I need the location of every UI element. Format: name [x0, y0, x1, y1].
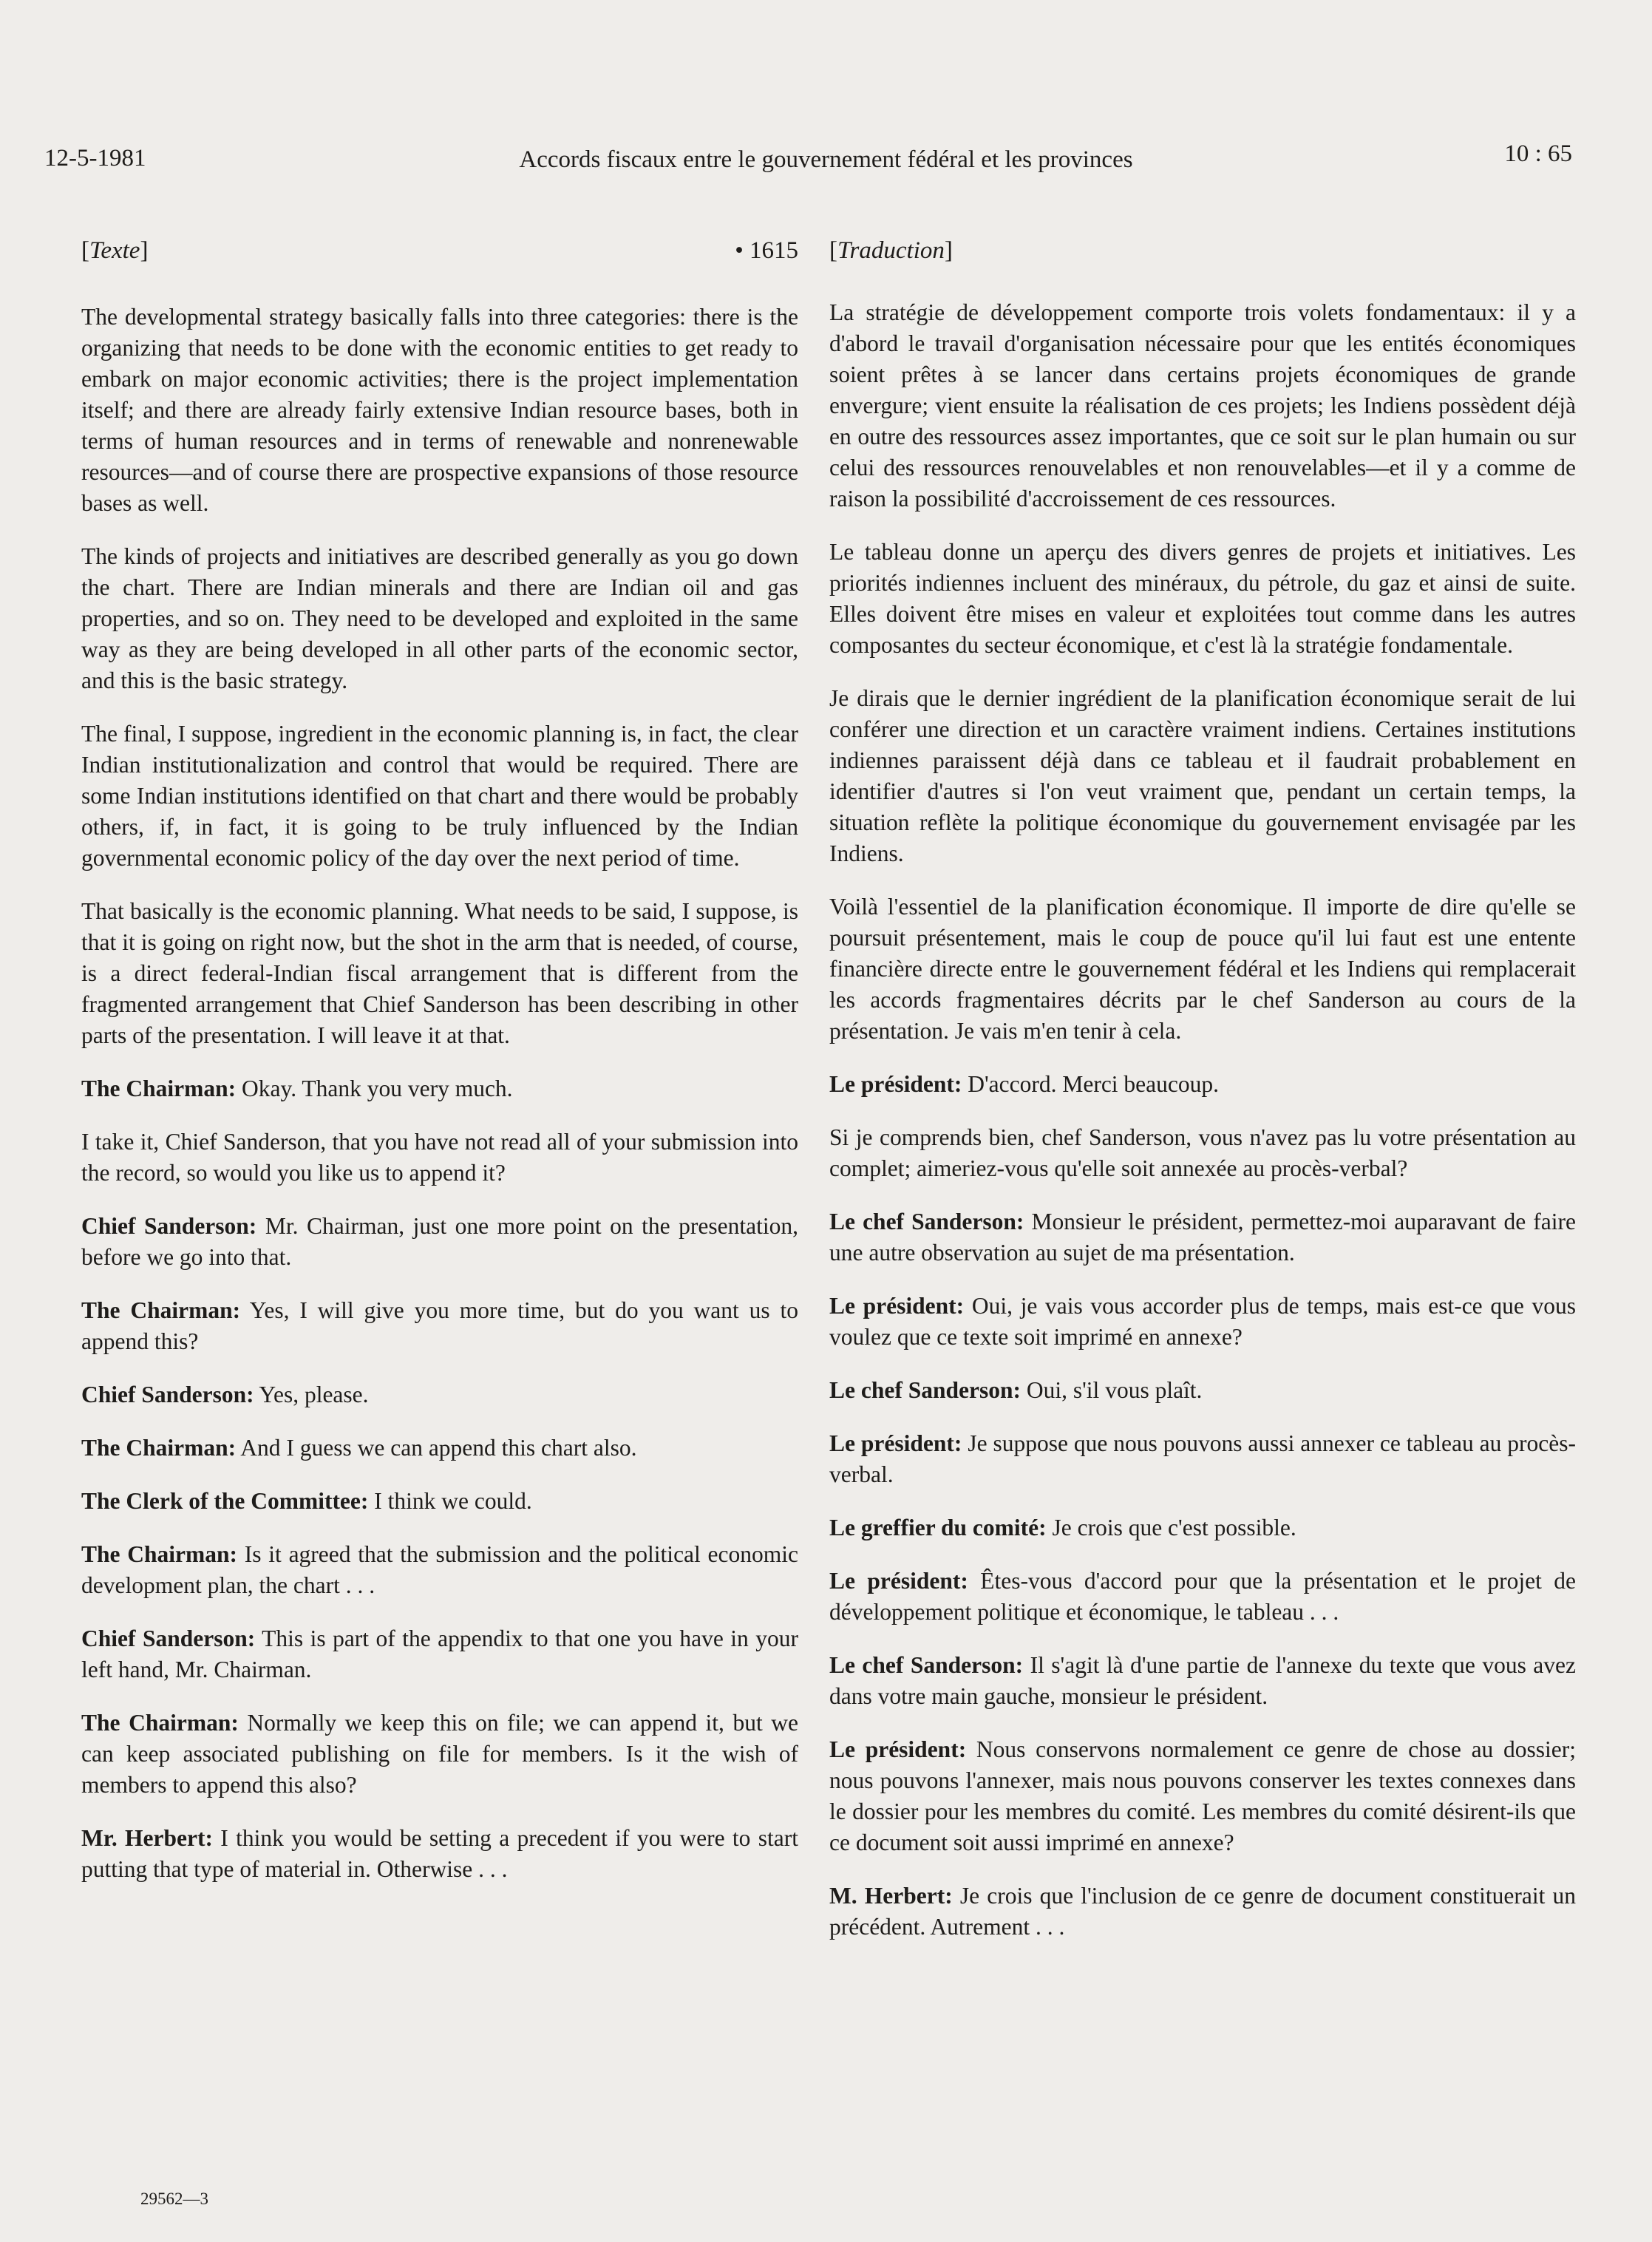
- transcript-paragraph: [81, 1486, 798, 1517]
- speaker-name: Le greffier du comité:: [829, 1515, 1047, 1540]
- transcript-paragraph: [829, 683, 1576, 869]
- transcript-paragraph: [81, 1708, 798, 1801]
- header-date: 12-5-1981: [44, 145, 146, 171]
- transcript-paragraph: [829, 1428, 1576, 1490]
- speaker-name: Chief Sanderson:: [81, 1382, 254, 1407]
- transcript-paragraph: [829, 537, 1576, 661]
- transcript-paragraph: [829, 297, 1576, 514]
- speaker-name: The Chairman:: [81, 1710, 239, 1736]
- paragraph-list: [81, 302, 798, 1885]
- paragraph-text: Yes, I will give you more time, but do you want us to append this?: [81, 1297, 798, 1354]
- transcript-paragraph: [829, 1206, 1576, 1268]
- speaker-name: Le président:: [829, 1293, 965, 1319]
- transcript-paragraph: [81, 541, 798, 696]
- speaker-name: Le chef Sanderson:: [829, 1209, 1024, 1234]
- paragraph-text: Si je comprends bien, chef Sanderson, vous n'avez pas lu votre présentation au complet; aimeriez-vous qu'elle soit annexée au procès-verbal?: [829, 1124, 1576, 1181]
- paragraph-text: Mr. Chairman, just one more point on the presentation, before we go into that.: [81, 1213, 798, 1270]
- paragraph-text: La stratégie de développement comporte trois volets fondamentaux: il y a d'abord le travail d'organisation nécessaire pour que les entités économiques soient prêtes à se lancer dans certains projets économiques de grande envergure; vient ensuite la réalisation de ces projets; les Indiens possèdent déjà en outre des ressources assez importantes, que ce soit sur le plan humain ou sur celui des ressources renouvelables et non renouvelables—et il y a comme de raison la possibilité d'accroissement de ces ressources.: [829, 299, 1576, 512]
- transcript-paragraph: [829, 1291, 1576, 1353]
- transcript-paragraph: [81, 1433, 798, 1464]
- paragraph-text: Oui, s'il vous plaît.: [1021, 1377, 1203, 1403]
- paragraph-text: Je suppose que nous pouvons aussi annexer ce tableau au procès-verbal.: [829, 1430, 1577, 1487]
- transcript-paragraph: [81, 1295, 798, 1357]
- paragraph-text: Normally we keep this on file; we can append it, but we can keep associated publishing on file for members. Is it the wish of members to append this also?: [81, 1710, 798, 1798]
- paragraph-text: Êtes-vous d'accord pour que la présentation et le projet de développement politique et économique, le tableau . . .: [829, 1568, 1577, 1625]
- speaker-name: Le chef Sanderson:: [829, 1377, 1021, 1403]
- paragraph-text: Yes, please.: [254, 1382, 369, 1407]
- transcript-paragraph: [81, 1823, 798, 1885]
- right-column-french: [829, 235, 1576, 1965]
- transcript-paragraph: [829, 1122, 1576, 1184]
- paragraph-text: I think we could.: [368, 1488, 532, 1514]
- paragraph-text: Je dirais que le dernier ingrédient de la planification économique serait de lui conférer une direction et un caractère vraiment indiens. Certaines institutions indiennes paraissent déjà dans ce tableau et il faudrait probablement en identifier d'autres si l'on veut vraiment que, pendant un certain temps, la situation reflète la politique économique du gouvernement envisagée par les Indiens.: [829, 685, 1576, 866]
- speaker-name: Chief Sanderson:: [81, 1213, 257, 1239]
- paragraph-text: Monsieur le président, permettez-moi auparavant de faire une autre observation au sujet de ma présentation.: [829, 1209, 1576, 1266]
- speaker-name: Le président:: [829, 1568, 968, 1594]
- transcript-paragraph: [81, 719, 798, 874]
- speaker-name: Mr. Herbert:: [81, 1825, 213, 1851]
- transcript-paragraph: [81, 1073, 798, 1104]
- speaker-name: The Chairman:: [81, 1435, 237, 1461]
- speaker-name: The Chairman:: [81, 1297, 241, 1323]
- paragraph-text: The developmental strategy basically falls into three categories: there is the organizing that needs to be done with the economic entities to get ready to embark on major economic activities; there is the project implementation itself; and there are already fairly extensive Indian resource bases, both in terms of human resources and in terms of renewable and nonrenewable resources—and of course there are prospective expansions of those resource bases as well.: [81, 304, 798, 516]
- paragraph-text: Nous conservons normalement ce genre de chose au dossier; nous pouvons l'annexer, mais nous pouvons conserver les textes connexes dans le dossier pour les membres du comité. Les membres du comité désirent-ils que ce document soit aussi imprimé en annexe?: [829, 1736, 1576, 1855]
- speaker-name: The Chairman:: [81, 1541, 238, 1567]
- column-tag: [Traduction]: [829, 237, 953, 264]
- transcript-paragraph: [81, 1211, 798, 1273]
- speaker-name: Le président:: [829, 1430, 962, 1456]
- paragraph-text: Oui, je vais vous accorder plus de temps, mais est-ce que vous voulez que ce texte soit imprimé en annexe?: [829, 1293, 1576, 1350]
- paragraph-text: Okay. Thank you very much.: [236, 1076, 513, 1101]
- footer-code: 29562—3: [140, 2190, 208, 2208]
- transcript-paragraph: [829, 1512, 1576, 1543]
- paragraph-text: Il s'agit là d'une partie de l'annexe du texte que vous avez dans votre main gauche, monsieur le président.: [829, 1652, 1576, 1709]
- speaker-name: Le président:: [829, 1736, 967, 1762]
- paragraph-text: I think you would be setting a precedent if you were to start putting that type of material in. Otherwise . . .: [81, 1825, 798, 1882]
- header-title: Accords fiscaux entre le gouvernement fédéral et les provinces: [519, 146, 1133, 173]
- header-page-number: 10 : 65: [1504, 140, 1572, 167]
- paragraph-text: The kinds of projects and initiatives are described generally as you go down the chart. There are Indian minerals and there are Indian oil and gas properties, and so on. They need to be developed and exploited in the same way as they are being developed in all other parts of the economic sector, and this is the basic strategy.: [81, 543, 798, 693]
- paragraph-text: Je crois que l'inclusion de ce genre de document constituerait un précédent. Autrement . . .: [829, 1883, 1577, 1940]
- transcript-paragraph: [81, 1623, 798, 1685]
- transcript-paragraph: [829, 1881, 1576, 1943]
- paragraph-text: And I guess we can append this chart also.: [236, 1435, 637, 1461]
- transcript-paragraph: [829, 1734, 1576, 1858]
- paragraph-text: The final, I suppose, ingredient in the economic planning is, in fact, the clear Indian institutionalization and control that would be required. There are some Indian institutions identified on that chart and there would be probably others, if, in fact, it is going to be truly influenced by the Indian governmental economic policy of the day over the next period of time.: [81, 721, 798, 871]
- speaker-name: Le président:: [829, 1071, 962, 1097]
- column-tag: [Texte]: [81, 237, 149, 264]
- transcript-paragraph: [81, 1379, 798, 1410]
- paragraph-text: Is it agreed that the submission and the political economic development plan, the chart . . .: [81, 1541, 798, 1598]
- speaker-name: The Chairman:: [81, 1076, 237, 1101]
- paragraph-text: Je crois que c'est possible.: [1046, 1515, 1296, 1540]
- transcript-paragraph: [81, 1539, 798, 1601]
- paragraph-text: Voilà l'essentiel de la planification économique. Il importe de dire qu'elle se poursuit présentement, mais le coup de pouce qu'il lui faut est une entente financière directe entre le gouvernement fédéral et les Indiens qui remplacerait les accords fragmentaires décrits par le chef Sanderson au cours de la présentation. Je vais m'en tenir à cela.: [829, 894, 1576, 1044]
- left-column-english: [81, 235, 798, 1907]
- speaker-name: The Clerk of the Committee:: [81, 1488, 369, 1514]
- transcript-paragraph: [829, 1375, 1576, 1406]
- speaker-name: Le chef Sanderson:: [829, 1652, 1024, 1678]
- paragraph-text: I take it, Chief Sanderson, that you have not read all of your submission into the record, so would you like us to append it?: [81, 1129, 798, 1186]
- transcript-paragraph: [81, 896, 798, 1051]
- transcript-paragraph: [829, 1650, 1576, 1712]
- transcript-paragraph: [829, 891, 1576, 1047]
- speaker-name: Chief Sanderson:: [81, 1626, 256, 1651]
- speaker-name: M. Herbert:: [829, 1883, 953, 1909]
- transcript-paragraph: [81, 302, 798, 519]
- paragraph-text: That basically is the economic planning. What needs to be said, I suppose, is that it is going on right now, but the shot in the arm that is needed, of course, is a direct federal-Indian fiscal arrangement that is different from the fragmented arrangement that Chief Sanderson has been describing in other parts of the presentation. I will leave it at that.: [81, 898, 798, 1048]
- transcript-paragraph: [829, 1566, 1576, 1628]
- paragraph-list: [829, 297, 1576, 1943]
- time-marker: • 1615: [735, 237, 798, 264]
- paragraph-text: Le tableau donne un aperçu des divers genres de projets et initiatives. Les priorités indiennes incluent des minéraux, du pétrole, du gaz et ainsi de suite. Elles doivent être mises en valeur et exploitées tout comme dans les autres composantes du secteur économique, et c'est là la stratégie fondamentale.: [829, 539, 1576, 658]
- paragraph-text: This is part of the appendix to that one you have in your left hand, Mr. Chairman.: [81, 1626, 799, 1682]
- transcript-paragraph: [829, 1069, 1576, 1100]
- transcript-paragraph: [81, 1127, 798, 1189]
- paragraph-text: D'accord. Merci beaucoup.: [962, 1071, 1219, 1097]
